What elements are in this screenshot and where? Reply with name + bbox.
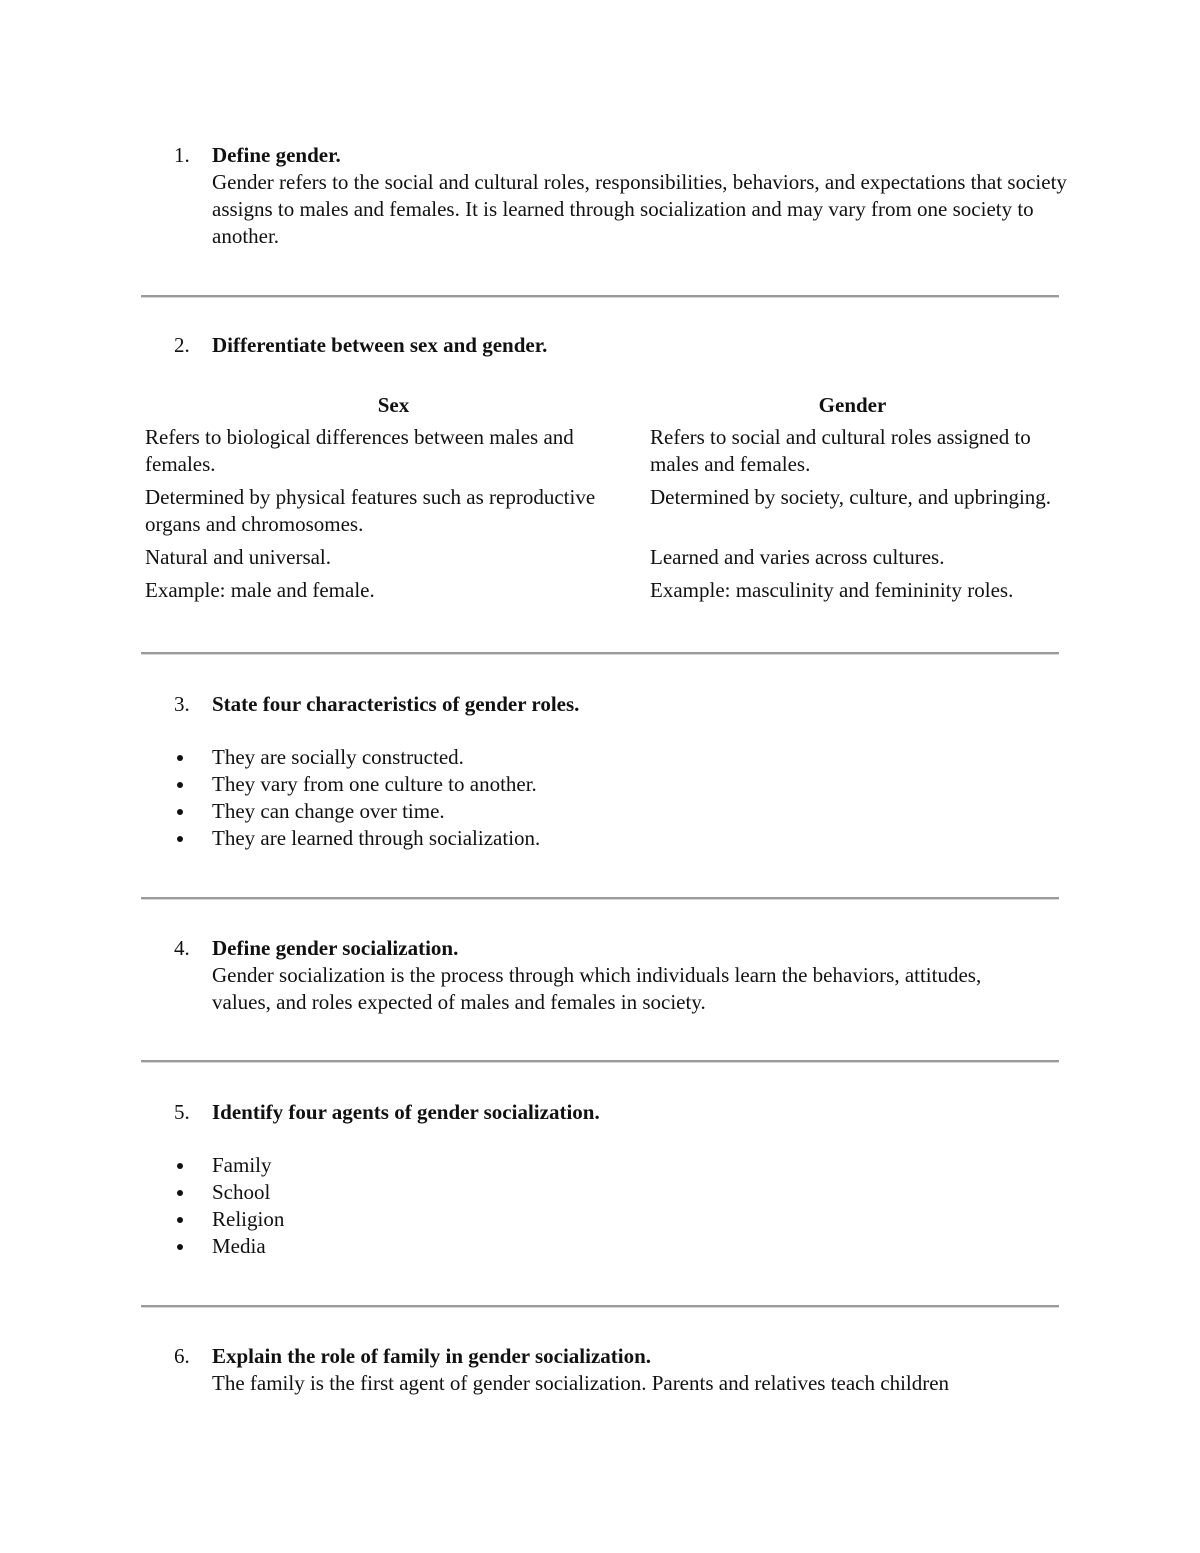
- list-item-text: They are learned through socialization.: [212, 826, 541, 850]
- list-item: [174, 798, 540, 825]
- question-number: 3.: [174, 692, 190, 716]
- table-cell: Example: masculinity and femininity roles.: [650, 578, 1014, 602]
- column-header-gender: Gender: [818, 393, 887, 417]
- list-item-text: They can change over time.: [212, 799, 445, 823]
- question-title: Identify four agents of gender socialization.: [212, 1100, 600, 1124]
- question-title: Define gender.: [212, 143, 341, 167]
- table-cell: Refers to biological differences between males and females.: [145, 425, 574, 476]
- bullet-icon: [177, 1163, 183, 1169]
- answer-text: The family is the first agent of gender socialization. Parents and relatives teach children: [212, 1371, 950, 1395]
- question-number: 5.: [174, 1100, 190, 1124]
- table-cell: Determined by physical features such as reproductive organs and chromosomes.: [145, 485, 596, 536]
- table-row: [141, 543, 1059, 576]
- table-cell: Example: male and female.: [145, 578, 375, 602]
- question-title: Differentiate between sex and gender.: [212, 333, 548, 357]
- bullet-icon: [177, 755, 183, 761]
- divider: [141, 295, 1059, 297]
- question-number: 2.: [174, 333, 190, 357]
- divider: [141, 652, 1059, 654]
- list-item-text: They vary from one culture to another.: [212, 772, 537, 796]
- table-cell: Learned and varies across cultures.: [650, 545, 945, 569]
- table-row: [141, 423, 1059, 483]
- list-item: [174, 1206, 284, 1233]
- sex-gender-table: [141, 389, 1059, 609]
- agents-list: [174, 1152, 284, 1260]
- list-item: [174, 825, 540, 852]
- list-item-text: They are socially constructed.: [212, 745, 464, 769]
- list-item: [174, 1179, 284, 1206]
- question-number: 1.: [174, 143, 190, 167]
- answer-text: Gender refers to the social and cultural roles, responsibilities, behaviors, and expectations that society assigns to males and females. It is learned through socialization and may vary from one society to another.: [212, 170, 1067, 248]
- list-item-text: Family: [212, 1153, 272, 1177]
- list-item-text: School: [212, 1180, 271, 1204]
- divider: [141, 1305, 1059, 1307]
- list-item-text: Media: [212, 1234, 266, 1258]
- table-header-row: [141, 389, 1059, 423]
- characteristics-list: [174, 744, 540, 852]
- question-number: 4.: [174, 936, 190, 960]
- bullet-icon: [177, 1217, 183, 1223]
- bullet-icon: [177, 782, 183, 788]
- bullet-icon: [177, 1244, 183, 1250]
- question-title: State four characteristics of gender roles.: [212, 692, 580, 716]
- table-row: [141, 483, 1059, 543]
- list-item-text: Religion: [212, 1207, 285, 1231]
- list-item: [174, 771, 540, 798]
- divider: [141, 1060, 1059, 1062]
- bullet-icon: [177, 1190, 183, 1196]
- table-cell: Determined by society, culture, and upbringing.: [650, 485, 1052, 509]
- answer-text: Gender socialization is the process through which individuals learn the behaviors, attitudes, values, and roles expected of males and females in society.: [212, 963, 982, 1014]
- divider: [141, 897, 1059, 899]
- question-number: 6.: [174, 1344, 190, 1368]
- column-header-sex: Sex: [377, 393, 410, 417]
- bullet-icon: [177, 836, 183, 842]
- list-item: [174, 1233, 284, 1260]
- question-title: Define gender socialization.: [212, 936, 459, 960]
- list-item: [174, 744, 540, 771]
- list-item: [174, 1152, 284, 1179]
- table-row: [141, 576, 1059, 609]
- bullet-icon: [177, 809, 183, 815]
- question-title: Explain the role of family in gender socialization.: [212, 1344, 652, 1368]
- table-cell: Refers to social and cultural roles assigned to males and females.: [650, 425, 1031, 476]
- table-cell: Natural and universal.: [145, 545, 332, 569]
